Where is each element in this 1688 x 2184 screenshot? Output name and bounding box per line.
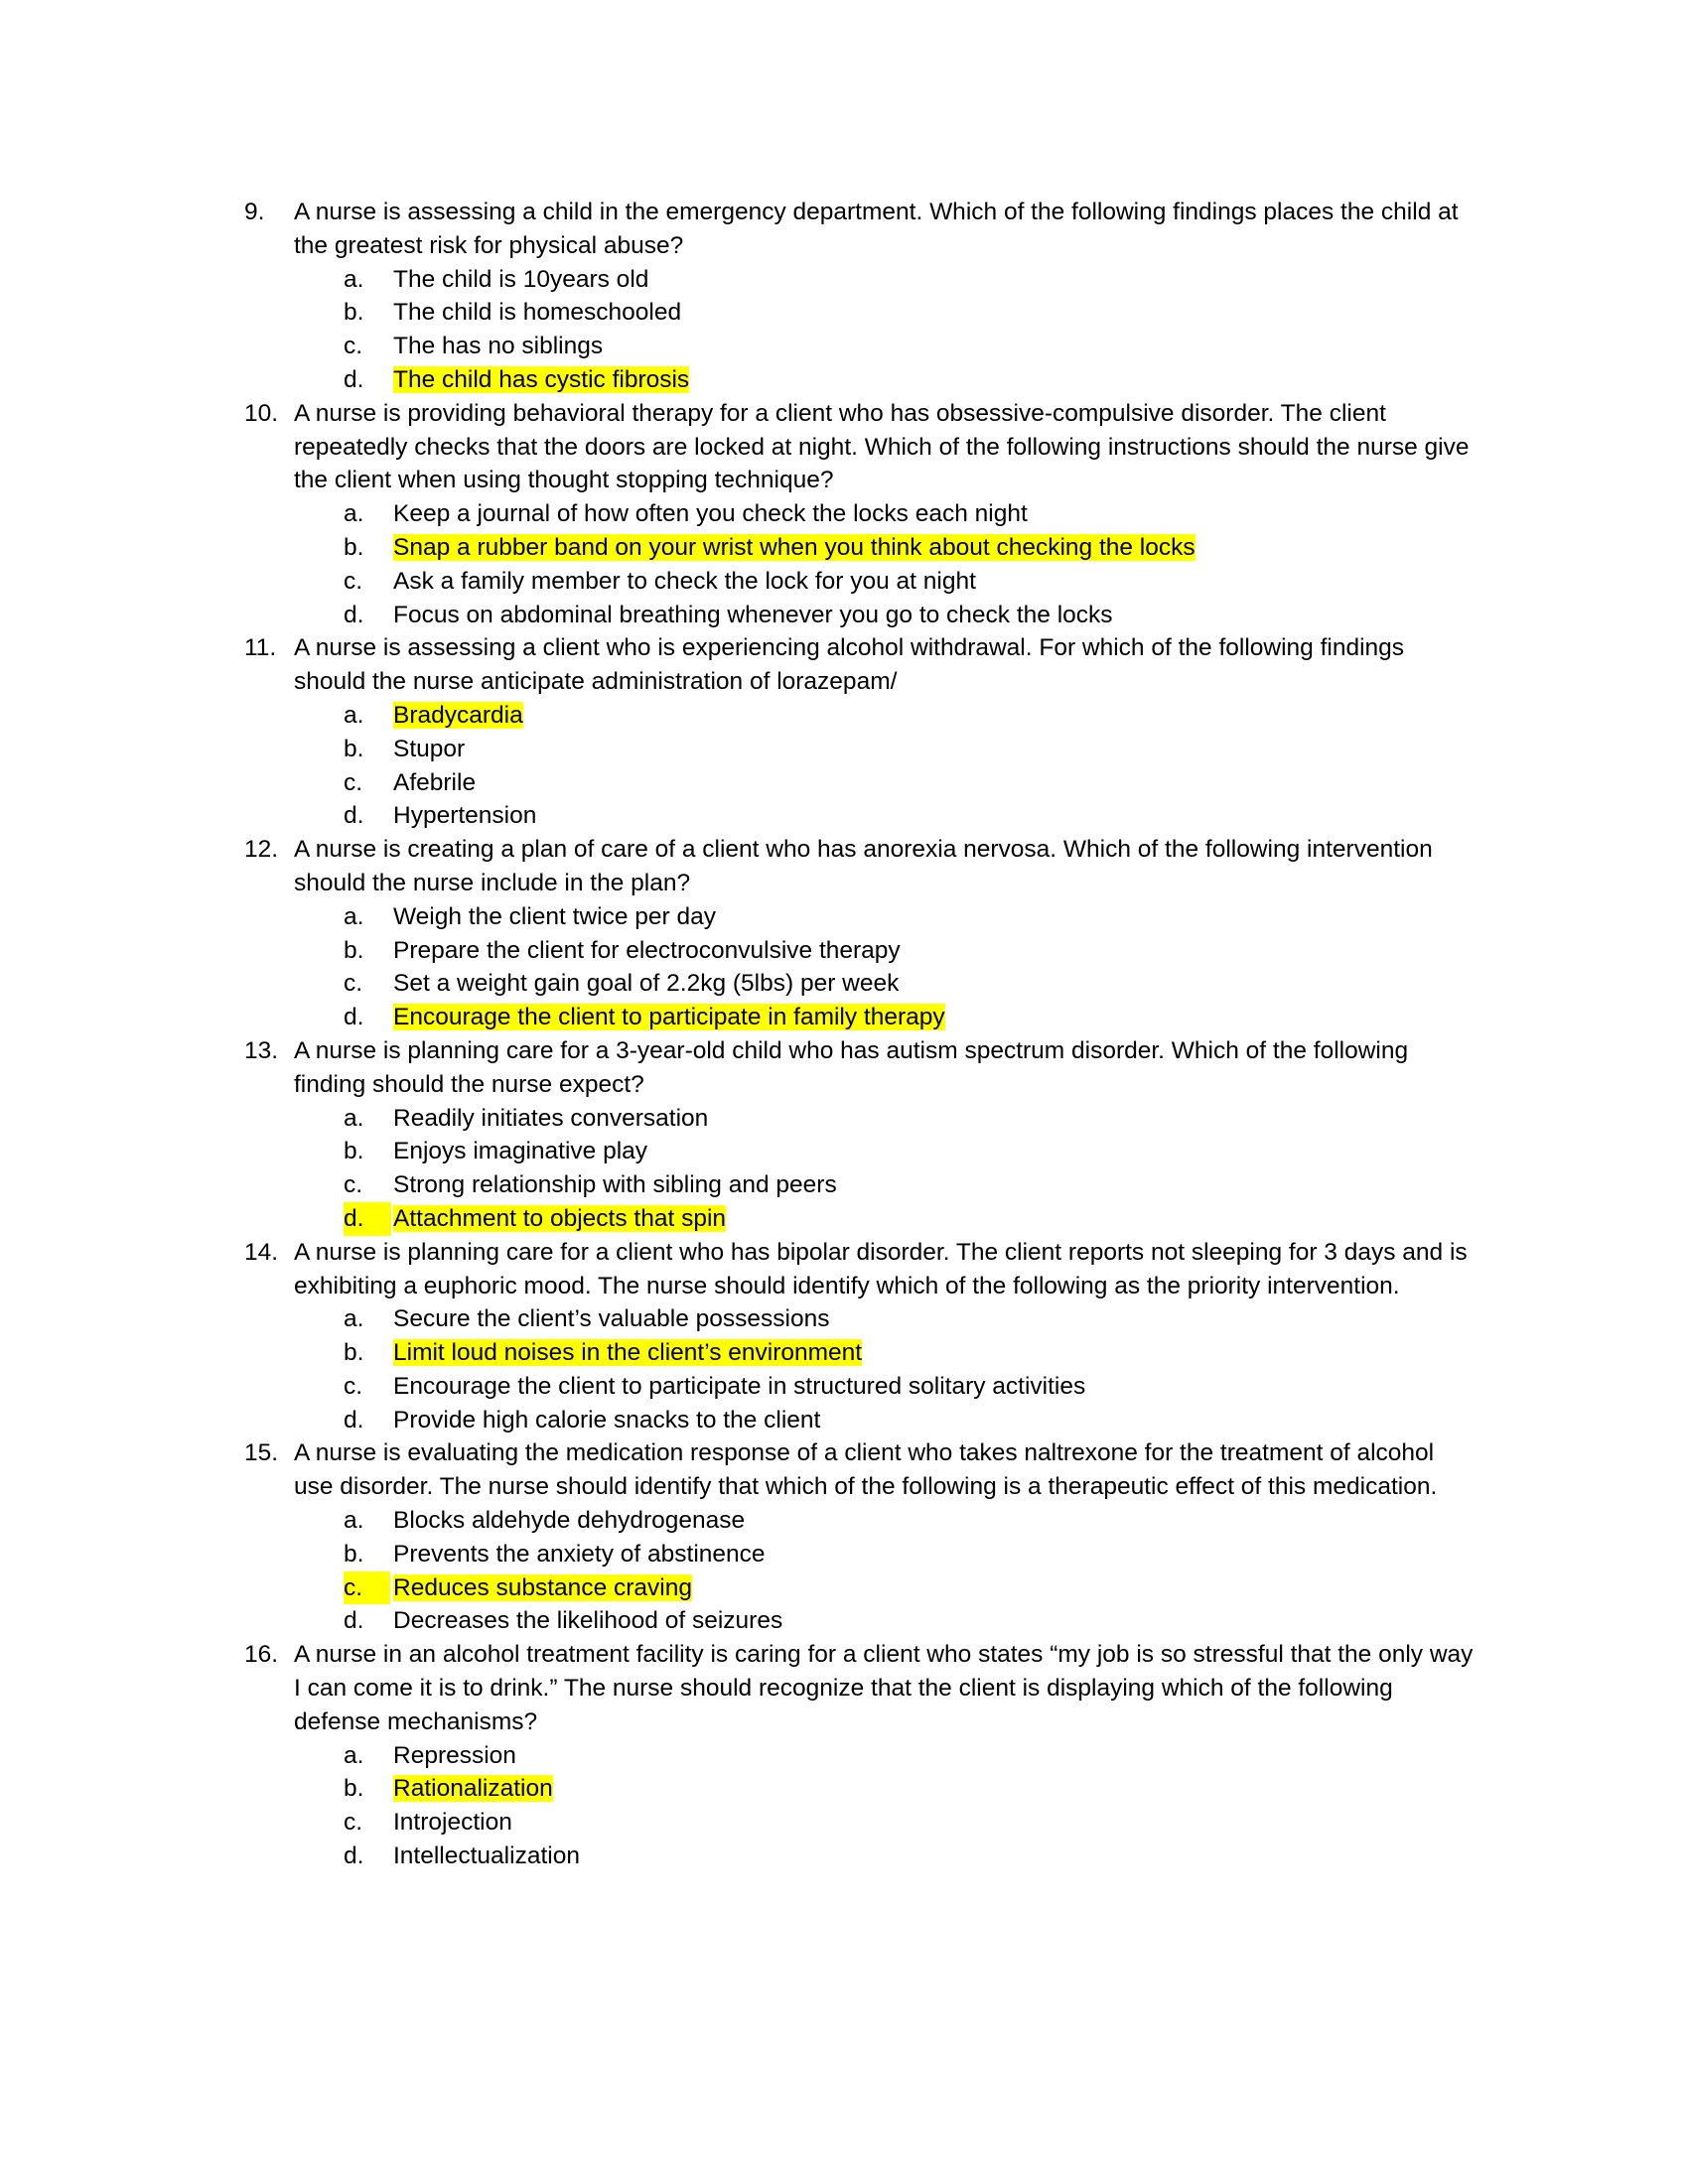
answer-option: [244, 699, 1476, 733]
option-letter: a.: [344, 1741, 364, 1769]
answer-option: [244, 363, 1476, 397]
question-list: [244, 196, 1476, 1873]
option-letter: c.: [344, 1171, 363, 1199]
answer-option: [244, 497, 1476, 531]
option-letter: c.: [344, 1571, 390, 1605]
question-stem: A nurse is providing behavioral therapy for a client who has obsessive-compulsive disorder. The client repeatedly checks that the doors are locked at night. Which of the following instructions should the nurse give the client when using thought stopping technique?: [294, 399, 1470, 494]
option-letter: d.: [344, 601, 364, 628]
highlighted-answer-text: Encourage the client to participate in family therapy: [393, 1004, 945, 1031]
option-letter: d.: [344, 365, 364, 393]
answer-option: [244, 900, 1476, 934]
option-letter: d.: [344, 802, 364, 830]
option-letter: d.: [344, 1004, 364, 1031]
highlighted-answer-text: Snap a rubber band on your wrist when you think about checking the locks: [393, 533, 1196, 561]
option-letter: a.: [344, 701, 364, 729]
answer-option: [244, 1404, 1476, 1437]
answer-option: [244, 296, 1476, 330]
answer-option: [244, 766, 1476, 800]
answer-option: [244, 1135, 1476, 1168]
answer-option: [244, 330, 1476, 363]
question-stem: A nurse is planning care for a client who has bipolar disorder. The client reports not sleeping for 3 days and is exhibiting a euphoric mood. The nurse should identify which of the following as the priority intervention.: [294, 1238, 1468, 1299]
answer-option: [244, 1370, 1476, 1404]
answer-option: [244, 531, 1476, 565]
highlighted-answer-text: Reduces substance craving: [393, 1573, 692, 1601]
option-letter: d.: [344, 1607, 364, 1635]
option-letter: a.: [344, 500, 364, 528]
option-text: Keep a journal of how often you check the locks each night: [393, 500, 1028, 528]
option-text: Enjoys imaginative play: [393, 1138, 648, 1165]
question-number: 13.: [244, 1036, 279, 1064]
answer-option: [244, 1336, 1476, 1370]
option-letter: a.: [344, 1305, 364, 1333]
question-number: 12.: [244, 836, 279, 864]
option-letter: c.: [344, 1372, 363, 1400]
option-letter: b.: [344, 1540, 364, 1568]
question-stem: A nurse in an alcohol treatment facility is caring for a client who states “my job is so stressful that the only way I can come it is to drink.” The nurse should recognize that the client is displaying which of the following defense mechanisms?: [294, 1641, 1474, 1735]
question-item: [244, 1034, 1476, 1102]
answer-option: [244, 1168, 1476, 1202]
option-letter: c.: [344, 768, 363, 796]
option-text: Prevents the anxiety of abstinence: [393, 1540, 766, 1568]
option-text: The has no siblings: [393, 333, 604, 360]
question-stem: A nurse is assessing a client who is experiencing alcohol withdrawal. For which of the following findings should the nurse anticipate administration of lorazepam/: [294, 634, 1405, 696]
option-text: Set a weight gain goal of 2.2kg (5lbs) per week: [393, 970, 900, 998]
question-item: [244, 1638, 1476, 1738]
question-item: [244, 196, 1476, 263]
option-text: Afebrile: [393, 768, 477, 796]
answer-option: [244, 967, 1476, 1001]
option-text: The child is homeschooled: [393, 299, 682, 327]
option-text: Provide high calorie snacks to the client: [393, 1406, 821, 1433]
question-item: [244, 1236, 1476, 1303]
question-item: [244, 1436, 1476, 1504]
option-letter: b.: [344, 1775, 364, 1803]
highlighted-answer-text: Bradycardia: [393, 701, 523, 729]
option-text: Focus on abdominal breathing whenever you go to check the locks: [393, 601, 1113, 628]
question-number: 10.: [244, 399, 279, 427]
answer-option: [244, 1806, 1476, 1840]
option-letter: a.: [344, 1507, 364, 1535]
option-text: Repression: [393, 1741, 516, 1769]
answer-option: [244, 934, 1476, 968]
question-number: 9.: [244, 199, 265, 225]
answer-option: [244, 1739, 1476, 1773]
option-letter: a.: [344, 1104, 364, 1132]
answer-option: [244, 599, 1476, 632]
answer-option: [244, 1202, 1476, 1236]
question-item: [244, 833, 1476, 900]
option-letter: b.: [344, 936, 364, 964]
option-text: Hypertension: [393, 802, 537, 830]
option-letter: b.: [344, 533, 364, 561]
option-text: Secure the client’s valuable possessions: [393, 1305, 830, 1333]
option-text: Strong relationship with sibling and peers: [393, 1171, 837, 1199]
option-letter: a.: [344, 902, 364, 930]
option-letter: b.: [344, 735, 364, 762]
answer-option: [244, 733, 1476, 766]
question-number: 15.: [244, 1439, 279, 1467]
highlighted-answer-text: Limit loud noises in the client’s environment: [393, 1339, 863, 1367]
answer-option: [244, 1571, 1476, 1605]
highlighted-answer-text: Attachment to objects that spin: [393, 1204, 727, 1232]
question-item: [244, 397, 1476, 497]
answer-option: [244, 1772, 1476, 1806]
option-text: The child is 10years old: [393, 265, 649, 293]
highlighted-answer-text: Rationalization: [393, 1775, 553, 1803]
question-stem: A nurse is evaluating the medication response of a client who takes naltrexone for the treatment of alcohol use disorder. The nurse should identify that which of the following is a therapeutic effect of this medication.: [294, 1439, 1438, 1501]
option-text: Weigh the client twice per day: [393, 902, 717, 930]
option-letter: c.: [344, 333, 363, 360]
option-text: Prepare the client for electroconvulsive therapy: [393, 936, 901, 964]
option-text: Introjection: [393, 1809, 512, 1837]
option-text: Encourage the client to participate in structured solitary activities: [393, 1372, 1086, 1400]
option-text: Blocks aldehyde dehydrogenase: [393, 1507, 746, 1535]
question-item: [244, 631, 1476, 699]
answer-option: [244, 1840, 1476, 1873]
answer-option: [244, 565, 1476, 599]
question-number: 14.: [244, 1238, 279, 1266]
answer-option: [244, 799, 1476, 833]
option-letter: a.: [344, 265, 364, 293]
question-number: 16.: [244, 1641, 279, 1669]
answer-option: [244, 263, 1476, 297]
option-text: Decreases the likelihood of seizures: [393, 1607, 783, 1635]
question-stem: A nurse is planning care for a 3-year-old child who has autism spectrum disorder. Which of the following finding should the nurse expect?: [294, 1036, 1409, 1098]
answer-option: [244, 1604, 1476, 1638]
answer-option: [244, 1102, 1476, 1136]
option-text: Stupor: [393, 735, 466, 762]
answer-option: [244, 1538, 1476, 1571]
option-letter: c.: [344, 567, 363, 595]
option-text: Intellectualization: [393, 1843, 580, 1870]
option-letter: d.: [344, 1843, 364, 1870]
question-stem: A nurse is assessing a child in the emergency department. Which of the following findings places the child at the greatest risk for physical abuse?: [294, 199, 1459, 259]
option-text: Readily initiates conversation: [393, 1104, 709, 1132]
question-stem: A nurse is creating a plan of care of a client who has anorexia nervosa. Which of the following intervention should the nurse include in the plan?: [294, 836, 1433, 896]
option-letter: b.: [344, 1339, 364, 1367]
highlighted-answer-text: The child has cystic fibrosis: [393, 365, 690, 393]
answer-option: [244, 1504, 1476, 1538]
option-letter: c.: [344, 1809, 363, 1837]
answer-option: [244, 1001, 1476, 1034]
question-number: 11.: [244, 634, 277, 662]
answer-option: [244, 1302, 1476, 1336]
option-letter: d.: [344, 1406, 364, 1433]
option-letter: b.: [344, 299, 364, 327]
option-letter: b.: [344, 1138, 364, 1165]
option-letter: c.: [344, 970, 363, 998]
option-letter: d.: [344, 1202, 391, 1236]
option-text: Ask a family member to check the lock for you at night: [393, 567, 976, 595]
